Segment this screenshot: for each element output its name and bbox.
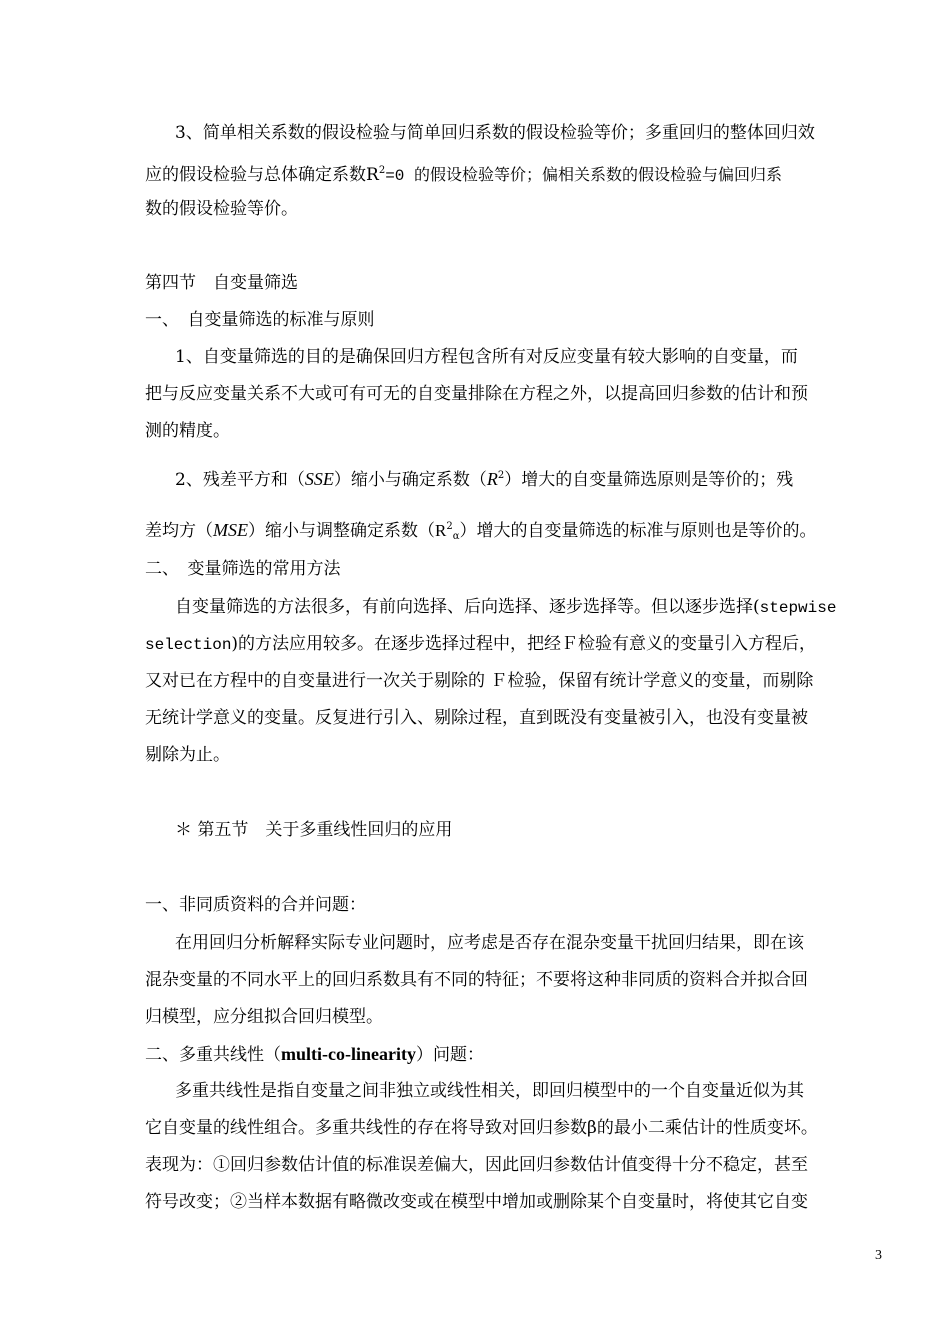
item1-line1: 1、自变量筛选的目的是确保回归方程包含所有对反应变量有较大影响的自变量，而 [175,347,798,367]
method-line2 [145,633,816,656]
item2-line1 [175,465,793,491]
stepwise-term: stepwise [759,599,837,617]
sub2-line1: 多重共线性是指自变量之间非独立或线性相关，即回归模型中的一个自变量近似为其 [175,1081,804,1101]
r-symbol-superscript: 2 [497,470,505,481]
method-line2-text: )的方法应用较多。在逐步选择过程中，把经Ｆ检验有意义的变量引入方程后， [231,634,817,654]
sub2-line4: 符号改变；②当样本数据有略微改变或在模型中增加或删除某个自变量时，将使其它自变 [145,1192,808,1212]
item2-line2 [145,516,816,548]
mse-symbol: MSE [213,520,248,540]
sub2-line2: 它自变量的线性组合。多重共线性的存在将导致对回归参数β的最小二乘估计的性质变坏。 [145,1118,818,1138]
selection-term: selection [145,636,232,654]
adjusted-r-symbol: R [435,521,447,540]
para3-line2-end: =0 的假设检验等价；偏相关系数的假设检验与偏回归系 [385,167,782,185]
method-line1-text: 自变量筛选的方法很多，有前向选择、后向选择、逐步选择等。但以逐步选择( [175,597,760,617]
sub2-heading-start: 二、多重共线性（ [145,1045,281,1065]
sub1-line2: 混杂变量的不同水平上的回归系数具有不同的特征；不要将这种非同质的资料合并拟合回 [145,970,808,990]
item1-line2: 把与反应变量关系不大或可有可无的自变量排除在方程之外，以提高回归参数的估计和预 [145,384,808,404]
item2-line1-mid: ）缩小与确定系数（ [333,470,487,490]
item2-line2-end: ）增大的自变量筛选的标准与原则也是等价的。 [459,521,817,541]
sub1-line3: 归模型，应分组拟合回归模型。 [145,1007,383,1027]
r-symbol: R [486,469,498,489]
para3-line2-start: 应的假设检验与总体确定系数R [145,165,379,185]
item1-line3: 测的精度。 [145,421,230,441]
section4-heading: 第四节 自变量筛选 [145,273,298,293]
section4-sub1-heading: 一、 自变量筛选的标准与原则 [145,310,375,330]
adjusted-r-superscript: 2 [446,521,453,532]
method-line4: 无统计学意义的变量。反复进行引入、剔除过程，直到既没有变量被引入，也没有变量被 [145,708,808,728]
para3-line2 [145,160,782,187]
page-number: 3 [875,1248,882,1263]
section5-heading: ＊ 第五节 关于多重线性回归的应用 [175,820,453,840]
item2-line2-start: 差均方（ [145,521,213,541]
r-squared-superscript: 2 [378,165,386,176]
item2-line1-start: 2、残差平方和（ [175,470,305,490]
section5-sub2-heading [145,1043,484,1066]
sse-symbol: SSE [304,469,334,489]
item2-line2-mid: ）缩小与调整确定系数（ [248,521,435,541]
adjusted-r-subscript: α [452,531,460,542]
multicollinearity-term: multi-co-linearity [281,1044,416,1064]
sub2-line3: 表现为：①回归参数估计值的标准误差偏大，因此回归参数估计值变得十分不稳定，甚至 [145,1155,808,1175]
method-line3: 又对已在方程中的自变量进行一次关于剔除的 Ｆ检验，保留有统计学意义的变量，而剔除 [145,671,814,691]
method-line1 [175,596,836,619]
item2-line1-end: ）增大的自变量筛选原则是等价的；残 [504,470,794,490]
sub2-heading-end: ）问题： [415,1045,484,1065]
sub1-line1: 在用回归分析解释实际专业问题时，应考虑是否存在混杂变量干扰回归结果，即在该 [175,933,804,953]
para3-line1: 3、简单相关系数的假设检验与简单回归系数的假设检验等价；多重回归的整体回归效 [175,123,815,143]
para3-line3: 数的假设检验等价。 [145,199,298,219]
method-line5: 剔除为止。 [145,745,230,765]
section5-sub1-heading: 一、非同质资料的合并问题： [145,895,366,915]
section4-sub2-heading: 二、 变量筛选的常用方法 [145,559,341,579]
